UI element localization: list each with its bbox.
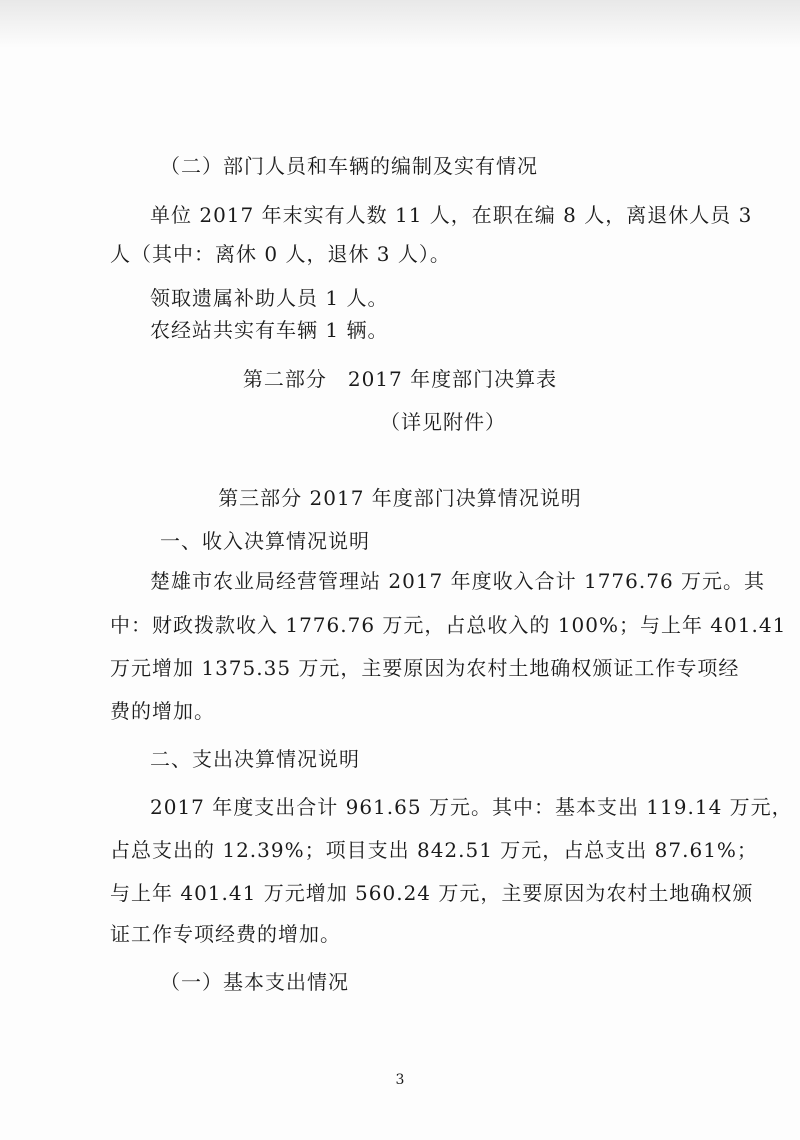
paragraph-line: 楚雄市农业局经营管理站 2017 年度收入合计 1776.76 万元。其 [150, 569, 766, 593]
section-heading-staff-vehicles: （二）部门人员和车辆的编制及实有情况 [160, 154, 538, 178]
part2-title: 第二部分 2017 年度部门决算表 [242, 367, 558, 391]
paragraph-line: 2017 年度支出合计 961.65 万元。其中：基本支出 119.14 万元， [150, 795, 793, 819]
paragraph-line: 证工作专项经费的增加。 [110, 922, 341, 946]
income-heading: 一、收入决算情况说明 [160, 529, 370, 553]
paragraph-line: 占总支出的 12.39%；项目支出 842.51 万元，占总支出 87.61%； [110, 838, 758, 862]
paragraph-line: 万元增加 1375.35 万元，主要原因为农村土地确权颁证工作专项经 [110, 656, 740, 680]
paragraph-line: 人（其中：离休 0 人，退休 3 人）。 [110, 242, 451, 266]
paragraph-line: 单位 2017 年末实有人数 11 人，在职在编 8 人，离退休人员 3 [150, 203, 753, 227]
scan-shadow [0, 0, 800, 48]
basic-expense-heading: （一）基本支出情况 [160, 970, 349, 994]
paragraph-line: 费的增加。 [110, 699, 215, 723]
page-number: 3 [395, 1072, 405, 1088]
part2-subtitle: （详见附件） [380, 410, 506, 434]
paragraph-line: 中：财政拨款收入 1776.76 万元，占总收入的 100%；与上年 401.41 [110, 613, 787, 637]
paragraph-line: 领取遗属补助人员 1 人。 [150, 286, 389, 310]
paragraph-line: 农经站共实有车辆 1 辆。 [150, 318, 389, 342]
part3-title: 第三部分 2017 年度部门决算情况说明 [218, 486, 582, 510]
paragraph-line: 与上年 401.41 万元增加 560.24 万元，主要原因为农村土地确权颁 [110, 881, 754, 905]
expense-heading: 二、支出决算情况说明 [150, 747, 360, 771]
